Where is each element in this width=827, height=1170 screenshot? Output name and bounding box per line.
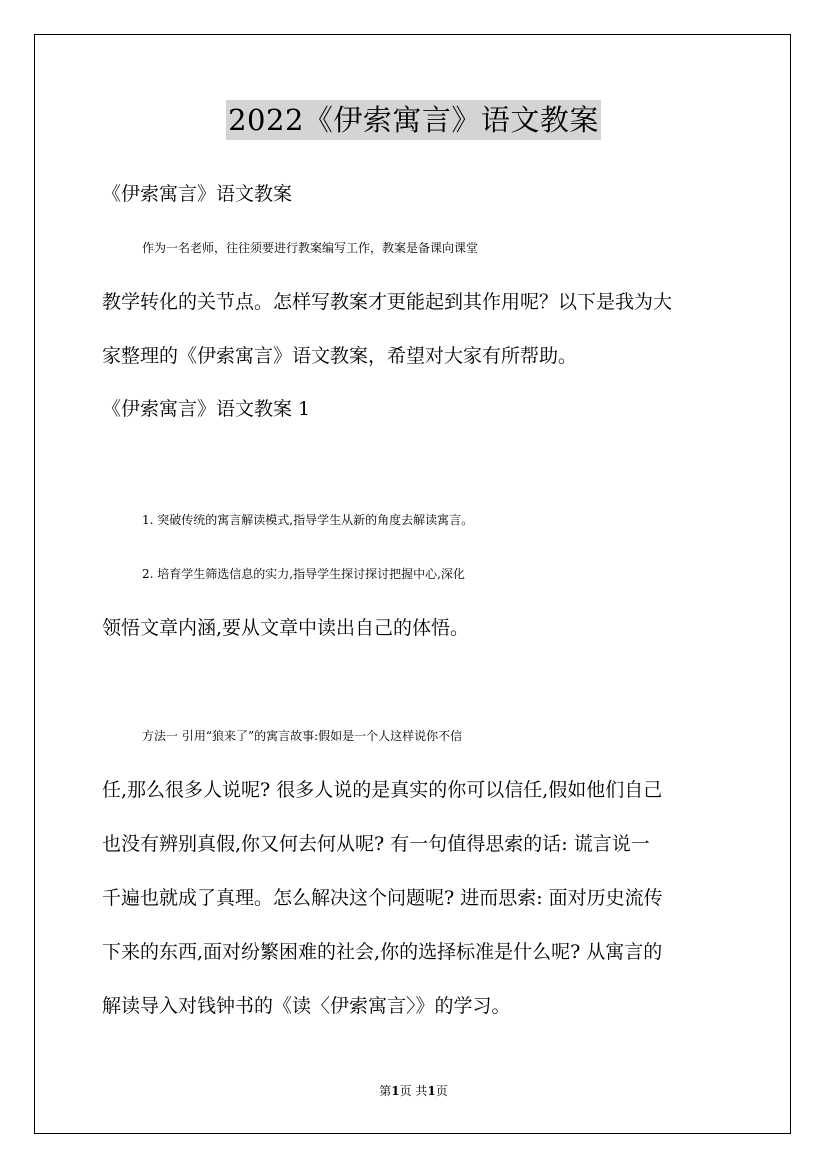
page-footer [0,1083,827,1099]
method-line-5: 下来的东西,面对纷繁困难的社会,你的选择标准是什么呢? 从寓言的 [102,941,663,963]
footer-mid: 页 共 [399,1084,428,1098]
document-title: 2022《伊索寓言》语文教案 [226,100,601,140]
footer-prefix: 第 [379,1084,392,1098]
intro-line-1: 作为一名老师，往往须要进行教案编写工作，教案是备课向课堂 [142,241,479,255]
title-container [0,100,827,140]
method-line-3: 也没有辨别真假,你又何去何从呢? 有一句值得思索的话: 谎言说一 [102,833,650,855]
goal-line-1: 1. 突破传统的寓言解读模式,指导学生从新的角度去解读寓言。 [142,513,474,527]
document-subtitle: 《伊索寓言》语文教案 [102,183,293,205]
intro-line-3: 家整理的《伊索寓言》语文教案，希望对大家有所帮助。 [102,345,578,367]
footer-page-total: 1 [427,1084,436,1098]
method-line-4: 千遍也就成了真理。怎么解决这个问题呢? 进而思索: 面对历史流传 [102,887,663,909]
intro-line-2: 教学转化的关节点。怎样写教案才更能起到其作用呢？以下是我为大 [102,291,673,313]
section-heading: 《伊索寓言》语文教案 1 [102,398,311,420]
goal-line-2: 2. 培育学生筛选信息的实力,指导学生探讨探讨把握中心,深化 [142,567,465,581]
footer-suffix: 页 [435,1084,448,1098]
method-line-1: 方法一 引用“狼来了”的寓言故事:假如是一个人这样说你不信 [142,729,463,743]
footer-page-number: 1 [391,1084,400,1098]
method-line-2: 任,那么很多人说呢? 很多人说的是真实的你可以信任,假如他们自己 [102,779,663,801]
method-line-6: 解读导入对钱钟书的《读〈伊索寓言〉》的学习。 [102,995,511,1017]
goal-line-3: 领悟文章内涵,要从文章中读出自己的体悟。 [102,617,470,639]
